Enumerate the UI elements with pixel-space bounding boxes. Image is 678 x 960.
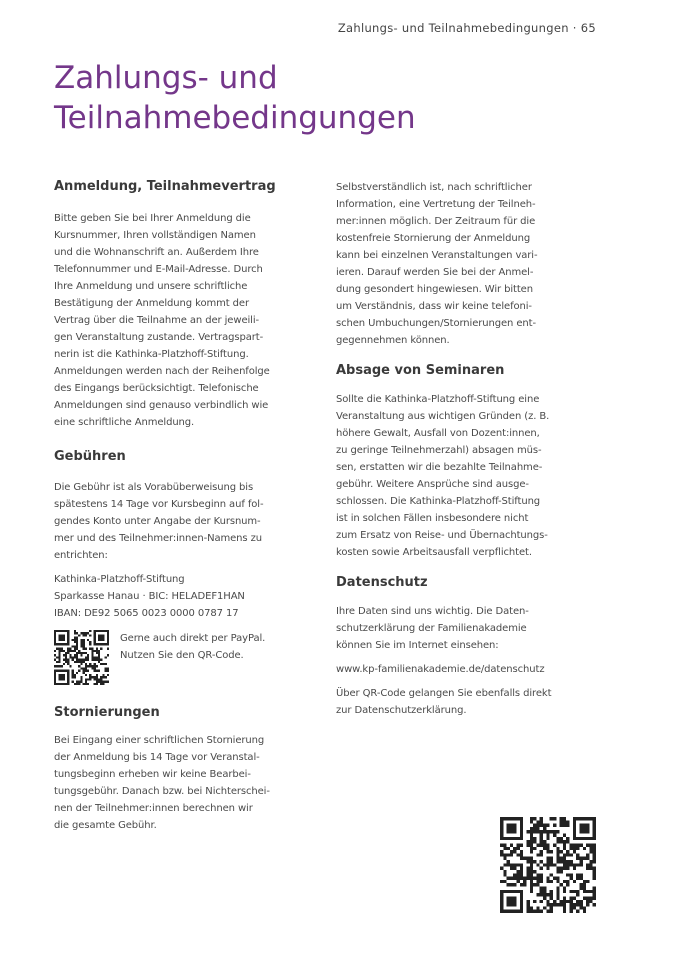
text-line: und die Wohnanschrift an. Außerdem Ihre bbox=[54, 247, 259, 258]
section-heading-absage: Absage von Seminaren bbox=[336, 363, 505, 378]
text-line: Vertrag über die Teilnahme an der jeweili- bbox=[54, 315, 260, 326]
section-heading-datenschutz: Datenschutz bbox=[336, 575, 428, 590]
text-line: kann bei einzelnen Veranstaltungen vari- bbox=[336, 250, 538, 261]
anmeldung-text bbox=[54, 210, 315, 431]
qr-code-icon[interactable] bbox=[54, 630, 109, 685]
datenschutz-qr-note bbox=[336, 685, 597, 719]
text-line: mer und des Teilnehmer:innen-Namens zu bbox=[54, 533, 262, 544]
vertretung-text bbox=[336, 179, 597, 349]
text-line: eine schriftliche Anmeldung. bbox=[54, 417, 195, 428]
text-line: höhere Gewalt, Ausfall von Dozent:innen, bbox=[336, 428, 540, 439]
text-line: Information, eine Vertretung der Teilneh- bbox=[336, 199, 536, 210]
text-line: Die Gebühr ist als Vorabüberweisung bis bbox=[54, 482, 254, 493]
page-title-line-2: Teilnahmebedingungen bbox=[54, 100, 416, 136]
text-line: Telefonnummer und E-Mail-Adresse. Durch bbox=[54, 264, 263, 275]
text-line: sen, erstatten wir die bezahlte Teilnahme- bbox=[336, 462, 543, 473]
text-line: Sollte die Kathinka-Platzhoff-Stiftung eine bbox=[336, 394, 540, 405]
text-line: der Anmeldung bis 14 Tage vor Veranstal- bbox=[54, 752, 260, 763]
text-line: können Sie im Internet einsehen: bbox=[336, 640, 499, 651]
text-line: um Verständnis, dass wir keine telefoni- bbox=[336, 301, 532, 312]
text-line: Ihre Daten sind uns wichtig. Die Daten- bbox=[336, 606, 529, 617]
text-line: Bei Eingang einer schriftlichen Stornierung bbox=[54, 735, 265, 746]
right-column bbox=[336, 178, 597, 719]
text-line: entrichten: bbox=[54, 550, 108, 561]
text-line: tungsgebühr. Danach bzw. bei Nichterschei- bbox=[54, 786, 270, 797]
text-line: gegennehmen können. bbox=[336, 335, 450, 346]
running-head-title: Zahlungs- und Teilnahmebedingungen bbox=[337, 21, 569, 35]
qr-code-icon[interactable] bbox=[500, 817, 596, 913]
text-line: Anmeldungen werden nach der Reihenfolge bbox=[54, 366, 270, 377]
bank-account-details bbox=[54, 571, 315, 622]
text-line: spätestens 14 Tage vor Kursbeginn auf fol- bbox=[54, 499, 264, 510]
text-line: schlossen. Die Kathinka-Platzhoff-Stiftung bbox=[336, 496, 541, 507]
absage-text bbox=[336, 391, 597, 561]
text-line: die gesamte Gebühr. bbox=[54, 820, 157, 831]
running-head: Zahlungs- und Teilnahmebedingungen · 65 bbox=[337, 21, 596, 35]
text-line: tungsbeginn erheben wir keine Bearbei- bbox=[54, 769, 251, 780]
text-line: mer:innen möglich. Der Zeitraum für die bbox=[336, 216, 536, 227]
stornierungen-text bbox=[54, 732, 315, 834]
text-line: zu geringe Teilnehmerzahl) absagen müs- bbox=[336, 445, 542, 456]
datenschutz-text bbox=[336, 603, 597, 654]
page-title bbox=[54, 58, 416, 138]
text-line: Bestätigung der Anmeldung kommt der bbox=[54, 298, 249, 309]
paypal-note bbox=[120, 630, 265, 664]
text-line: ist in solchen Fällen insbesondere nicht bbox=[336, 513, 529, 524]
text-line: Über QR-Code gelangen Sie ebenfalls direkt bbox=[336, 688, 552, 699]
text-line: Gerne auch direkt per PayPal. bbox=[120, 633, 266, 644]
text-line: Veranstaltung aus wichtigen Gründen (z. B. bbox=[336, 411, 550, 422]
text-line: gendes Konto unter Angabe der Kursnum- bbox=[54, 516, 261, 527]
page-title-line-1: Zahlungs- und bbox=[54, 60, 278, 96]
text-line: Kursnummer, Ihren vollständigen Namen bbox=[54, 230, 256, 241]
section-heading-anmeldung: Anmeldung, Teilnahmevertrag bbox=[54, 179, 276, 194]
text-line: gen Veranstaltung zustande. Vertragspart- bbox=[54, 332, 264, 343]
text-line: ieren. Darauf werden Sie bei der Anmel- bbox=[336, 267, 534, 278]
section-heading-stornierungen: Stornierungen bbox=[54, 705, 160, 720]
text-line: Ihre Anmeldung und unsere schriftliche bbox=[54, 281, 248, 292]
datenschutz-link[interactable]: www.kp-familienakademie.de/datenschutz bbox=[336, 664, 545, 675]
text-line: zur Datenschutzerklärung. bbox=[336, 705, 467, 716]
text-line: kosten sowie Arbeitsausfall verpflichtet. bbox=[336, 547, 532, 558]
text-line: Selbstverständlich ist, nach schriftlicher bbox=[336, 182, 532, 193]
text-line: kostenfreie Stornierung der Anmeldung bbox=[336, 233, 531, 244]
text-line: zum Ersatz von Reise- und Übernachtungs- bbox=[336, 530, 548, 541]
text-line: IBAN: DE92 5065 0023 0000 0787 17 bbox=[54, 608, 239, 619]
text-line: Bitte geben Sie bei Ihrer Anmeldung die bbox=[54, 213, 251, 224]
left-column bbox=[54, 178, 315, 834]
text-line: schutzerklärung der Familienakademie bbox=[336, 623, 527, 634]
gebuehren-text bbox=[54, 479, 315, 564]
text-line: Sparkasse Hanau · BIC: HELADEF1HAN bbox=[54, 591, 245, 602]
text-line: gebühr. Weitere Ansprüche sind ausge- bbox=[336, 479, 529, 490]
section-heading-gebuehren: Gebühren bbox=[54, 449, 126, 464]
text-line: dung gesondert hingewiesen. Wir bitten bbox=[336, 284, 533, 295]
text-line: schen Umbuchungen/Stornierungen ent- bbox=[336, 318, 536, 329]
paypal-block bbox=[54, 630, 315, 690]
text-line: Kathinka-Platzhoff-Stiftung bbox=[54, 574, 185, 585]
text-line: nerin ist die Kathinka-Platzhoff-Stiftung. bbox=[54, 349, 249, 360]
page-number: 65 bbox=[580, 21, 596, 35]
text-line: Nutzen Sie den QR-Code. bbox=[120, 650, 244, 661]
text-line: des Eingangs berücksichtigt. Telefonische bbox=[54, 383, 259, 394]
text-line: nen der Teilnehmer:innen berechnen wir bbox=[54, 803, 253, 814]
text-line: Anmeldungen sind genauso verbindlich wie bbox=[54, 400, 269, 411]
